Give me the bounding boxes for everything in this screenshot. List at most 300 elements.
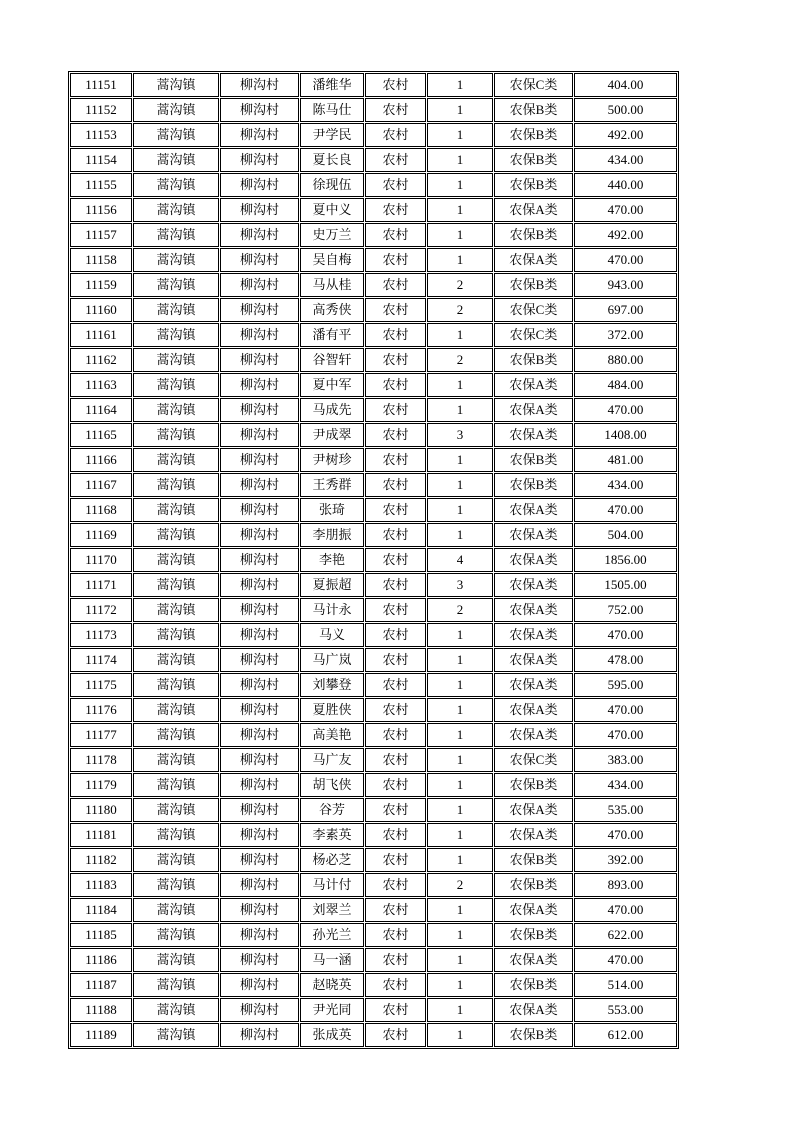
cell-person-count: 1 (427, 648, 493, 672)
cell-amount: 492.00 (574, 123, 677, 147)
cell-person-name: 陈马仕 (300, 98, 364, 122)
cell-residence-type: 农村 (365, 473, 426, 497)
cell-amount: 470.00 (574, 898, 677, 922)
cell-person-count: 1 (427, 248, 493, 272)
table-row (70, 373, 677, 397)
cell-person-name: 马计永 (300, 598, 364, 622)
cell-residence-type: 农村 (365, 223, 426, 247)
cell-person-count: 1 (427, 823, 493, 847)
cell-person-count: 1 (427, 498, 493, 522)
table-row (70, 498, 677, 522)
table-row (70, 773, 677, 797)
cell-residence-type: 农村 (365, 748, 426, 772)
table-row (70, 598, 677, 622)
cell-person-count: 1 (427, 173, 493, 197)
cell-insurance-category: 农保A类 (494, 423, 573, 447)
cell-person-name: 马义 (300, 623, 364, 647)
cell-insurance-category: 农保A类 (494, 898, 573, 922)
cell-residence-type: 农村 (365, 998, 426, 1022)
table-row (70, 873, 677, 897)
cell-person-count: 1 (427, 148, 493, 172)
table-row (70, 248, 677, 272)
cell-person-name: 马广友 (300, 748, 364, 772)
cell-person-count: 2 (427, 598, 493, 622)
cell-person-name: 李朋振 (300, 523, 364, 547)
cell-village: 柳沟村 (220, 498, 299, 522)
table-row (70, 748, 677, 772)
table-row (70, 898, 677, 922)
table-row (70, 348, 677, 372)
cell-insurance-category: 农保A类 (494, 648, 573, 672)
cell-village: 柳沟村 (220, 848, 299, 872)
cell-insurance-category: 农保B类 (494, 148, 573, 172)
cell-village: 柳沟村 (220, 598, 299, 622)
cell-insurance-category: 农保A类 (494, 548, 573, 572)
table-row (70, 998, 677, 1022)
cell-amount: 514.00 (574, 973, 677, 997)
cell-town: 蒿沟镇 (133, 323, 219, 347)
table-row (70, 923, 677, 947)
cell-record-id: 11172 (70, 598, 132, 622)
cell-village: 柳沟村 (220, 773, 299, 797)
cell-village: 柳沟村 (220, 798, 299, 822)
cell-person-name: 尹成翠 (300, 423, 364, 447)
cell-person-name: 高美艳 (300, 723, 364, 747)
cell-town: 蒿沟镇 (133, 523, 219, 547)
cell-residence-type: 农村 (365, 673, 426, 697)
cell-insurance-category: 农保A类 (494, 948, 573, 972)
cell-village: 柳沟村 (220, 548, 299, 572)
cell-insurance-category: 农保A类 (494, 398, 573, 422)
cell-person-count: 1 (427, 1023, 493, 1047)
cell-town: 蒿沟镇 (133, 573, 219, 597)
cell-insurance-category: 农保C类 (494, 73, 573, 97)
table-body (70, 73, 677, 1047)
cell-record-id: 11168 (70, 498, 132, 522)
cell-residence-type: 农村 (365, 698, 426, 722)
cell-town: 蒿沟镇 (133, 198, 219, 222)
cell-insurance-category: 农保A类 (494, 698, 573, 722)
table-row (70, 648, 677, 672)
cell-insurance-category: 农保A类 (494, 573, 573, 597)
cell-insurance-category: 农保B类 (494, 448, 573, 472)
table-row (70, 573, 677, 597)
cell-record-id: 11186 (70, 948, 132, 972)
cell-town: 蒿沟镇 (133, 648, 219, 672)
cell-amount: 392.00 (574, 848, 677, 872)
cell-record-id: 11157 (70, 223, 132, 247)
cell-town: 蒿沟镇 (133, 98, 219, 122)
cell-amount: 470.00 (574, 698, 677, 722)
cell-person-count: 2 (427, 273, 493, 297)
cell-record-id: 11188 (70, 998, 132, 1022)
cell-person-count: 1 (427, 948, 493, 972)
cell-residence-type: 农村 (365, 548, 426, 572)
cell-person-name: 李素英 (300, 823, 364, 847)
cell-town: 蒿沟镇 (133, 473, 219, 497)
table-row (70, 198, 677, 222)
cell-amount: 622.00 (574, 923, 677, 947)
cell-person-name: 张成英 (300, 1023, 364, 1047)
cell-person-name: 刘翠兰 (300, 898, 364, 922)
table-row (70, 173, 677, 197)
cell-town: 蒿沟镇 (133, 148, 219, 172)
cell-residence-type: 农村 (365, 173, 426, 197)
cell-person-count: 2 (427, 298, 493, 322)
cell-village: 柳沟村 (220, 523, 299, 547)
cell-person-name: 李艳 (300, 548, 364, 572)
cell-insurance-category: 农保B类 (494, 923, 573, 947)
cell-insurance-category: 农保B类 (494, 848, 573, 872)
cell-residence-type: 农村 (365, 623, 426, 647)
cell-residence-type: 农村 (365, 773, 426, 797)
cell-town: 蒿沟镇 (133, 1023, 219, 1047)
cell-town: 蒿沟镇 (133, 873, 219, 897)
cell-amount: 470.00 (574, 623, 677, 647)
cell-insurance-category: 农保A类 (494, 198, 573, 222)
cell-record-id: 11161 (70, 323, 132, 347)
cell-person-name: 夏振超 (300, 573, 364, 597)
cell-person-count: 1 (427, 773, 493, 797)
cell-insurance-category: 农保A类 (494, 823, 573, 847)
cell-town: 蒿沟镇 (133, 623, 219, 647)
table-row (70, 223, 677, 247)
cell-record-id: 11189 (70, 1023, 132, 1047)
cell-village: 柳沟村 (220, 898, 299, 922)
cell-insurance-category: 农保C类 (494, 748, 573, 772)
cell-residence-type: 农村 (365, 798, 426, 822)
cell-amount: 434.00 (574, 473, 677, 497)
cell-person-count: 1 (427, 998, 493, 1022)
table-row (70, 798, 677, 822)
cell-insurance-category: 农保A类 (494, 673, 573, 697)
cell-village: 柳沟村 (220, 648, 299, 672)
cell-town: 蒿沟镇 (133, 798, 219, 822)
cell-person-name: 史万兰 (300, 223, 364, 247)
table-row (70, 848, 677, 872)
cell-amount: 1856.00 (574, 548, 677, 572)
cell-person-count: 1 (427, 223, 493, 247)
cell-residence-type: 农村 (365, 448, 426, 472)
cell-amount: 470.00 (574, 398, 677, 422)
cell-amount: 434.00 (574, 148, 677, 172)
cell-record-id: 11184 (70, 898, 132, 922)
cell-record-id: 11155 (70, 173, 132, 197)
cell-record-id: 11167 (70, 473, 132, 497)
cell-amount: 434.00 (574, 773, 677, 797)
cell-record-id: 11154 (70, 148, 132, 172)
cell-record-id: 11159 (70, 273, 132, 297)
table-row (70, 298, 677, 322)
benefits-table (68, 71, 679, 1049)
cell-residence-type: 农村 (365, 348, 426, 372)
cell-residence-type: 农村 (365, 973, 426, 997)
cell-person-name: 徐现伍 (300, 173, 364, 197)
cell-insurance-category: 农保A类 (494, 498, 573, 522)
cell-town: 蒿沟镇 (133, 348, 219, 372)
cell-town: 蒿沟镇 (133, 748, 219, 772)
cell-amount: 612.00 (574, 1023, 677, 1047)
cell-record-id: 11152 (70, 98, 132, 122)
cell-record-id: 11156 (70, 198, 132, 222)
cell-town: 蒿沟镇 (133, 423, 219, 447)
cell-village: 柳沟村 (220, 698, 299, 722)
cell-town: 蒿沟镇 (133, 723, 219, 747)
cell-person-name: 马从桂 (300, 273, 364, 297)
cell-town: 蒿沟镇 (133, 498, 219, 522)
cell-person-name: 夏中义 (300, 198, 364, 222)
cell-insurance-category: 农保B类 (494, 223, 573, 247)
table-row (70, 723, 677, 747)
cell-amount: 470.00 (574, 498, 677, 522)
cell-residence-type: 农村 (365, 723, 426, 747)
cell-person-count: 1 (427, 323, 493, 347)
cell-person-count: 1 (427, 373, 493, 397)
table-row (70, 1023, 677, 1047)
cell-residence-type: 农村 (365, 648, 426, 672)
cell-person-count: 1 (427, 398, 493, 422)
cell-person-count: 2 (427, 348, 493, 372)
cell-town: 蒿沟镇 (133, 823, 219, 847)
cell-person-count: 1 (427, 923, 493, 947)
cell-person-count: 3 (427, 423, 493, 447)
cell-town: 蒿沟镇 (133, 923, 219, 947)
cell-amount: 383.00 (574, 748, 677, 772)
cell-village: 柳沟村 (220, 398, 299, 422)
cell-village: 柳沟村 (220, 423, 299, 447)
cell-record-id: 11166 (70, 448, 132, 472)
table-row (70, 823, 677, 847)
cell-insurance-category: 农保B类 (494, 1023, 573, 1047)
cell-village: 柳沟村 (220, 623, 299, 647)
cell-village: 柳沟村 (220, 223, 299, 247)
cell-insurance-category: 农保B类 (494, 973, 573, 997)
cell-record-id: 11175 (70, 673, 132, 697)
cell-person-count: 1 (427, 198, 493, 222)
cell-amount: 470.00 (574, 823, 677, 847)
cell-residence-type: 农村 (365, 1023, 426, 1047)
cell-amount: 481.00 (574, 448, 677, 472)
cell-person-name: 刘攀登 (300, 673, 364, 697)
table-row (70, 548, 677, 572)
cell-town: 蒿沟镇 (133, 848, 219, 872)
cell-village: 柳沟村 (220, 198, 299, 222)
cell-residence-type: 农村 (365, 898, 426, 922)
cell-insurance-category: 农保B类 (494, 98, 573, 122)
cell-village: 柳沟村 (220, 298, 299, 322)
cell-town: 蒿沟镇 (133, 673, 219, 697)
cell-record-id: 11187 (70, 973, 132, 997)
cell-residence-type: 农村 (365, 923, 426, 947)
cell-record-id: 11169 (70, 523, 132, 547)
cell-residence-type: 农村 (365, 148, 426, 172)
cell-person-name: 张琦 (300, 498, 364, 522)
cell-town: 蒿沟镇 (133, 273, 219, 297)
table-row (70, 123, 677, 147)
cell-town: 蒿沟镇 (133, 998, 219, 1022)
cell-insurance-category: 农保A类 (494, 523, 573, 547)
cell-residence-type: 农村 (365, 523, 426, 547)
cell-insurance-category: 农保A类 (494, 248, 573, 272)
cell-town: 蒿沟镇 (133, 948, 219, 972)
table-row (70, 323, 677, 347)
cell-town: 蒿沟镇 (133, 548, 219, 572)
cell-person-count: 1 (427, 73, 493, 97)
cell-person-name: 吴自梅 (300, 248, 364, 272)
cell-person-name: 夏长良 (300, 148, 364, 172)
cell-residence-type: 农村 (365, 398, 426, 422)
cell-village: 柳沟村 (220, 148, 299, 172)
cell-amount: 553.00 (574, 998, 677, 1022)
cell-person-count: 1 (427, 698, 493, 722)
cell-residence-type: 农村 (365, 73, 426, 97)
cell-residence-type: 农村 (365, 298, 426, 322)
cell-village: 柳沟村 (220, 748, 299, 772)
cell-insurance-category: 农保B类 (494, 773, 573, 797)
cell-person-count: 1 (427, 898, 493, 922)
cell-insurance-category: 农保B类 (494, 273, 573, 297)
cell-village: 柳沟村 (220, 173, 299, 197)
cell-person-count: 4 (427, 548, 493, 572)
cell-amount: 404.00 (574, 73, 677, 97)
cell-record-id: 11179 (70, 773, 132, 797)
cell-amount: 752.00 (574, 598, 677, 622)
table-row (70, 973, 677, 997)
cell-amount: 440.00 (574, 173, 677, 197)
cell-residence-type: 农村 (365, 323, 426, 347)
cell-insurance-category: 农保C类 (494, 298, 573, 322)
cell-person-count: 1 (427, 473, 493, 497)
cell-person-count: 1 (427, 448, 493, 472)
cell-insurance-category: 农保B类 (494, 348, 573, 372)
cell-town: 蒿沟镇 (133, 223, 219, 247)
cell-town: 蒿沟镇 (133, 598, 219, 622)
cell-record-id: 11153 (70, 123, 132, 147)
table-row (70, 473, 677, 497)
cell-residence-type: 农村 (365, 873, 426, 897)
cell-person-count: 1 (427, 123, 493, 147)
cell-town: 蒿沟镇 (133, 773, 219, 797)
cell-amount: 470.00 (574, 248, 677, 272)
cell-town: 蒿沟镇 (133, 698, 219, 722)
cell-amount: 470.00 (574, 723, 677, 747)
cell-record-id: 11176 (70, 698, 132, 722)
cell-insurance-category: 农保C类 (494, 323, 573, 347)
cell-person-name: 马计付 (300, 873, 364, 897)
cell-amount: 500.00 (574, 98, 677, 122)
cell-village: 柳沟村 (220, 123, 299, 147)
cell-person-name: 孙光兰 (300, 923, 364, 947)
cell-record-id: 11160 (70, 298, 132, 322)
cell-amount: 470.00 (574, 948, 677, 972)
cell-record-id: 11177 (70, 723, 132, 747)
table-row (70, 623, 677, 647)
cell-village: 柳沟村 (220, 473, 299, 497)
cell-amount: 595.00 (574, 673, 677, 697)
cell-town: 蒿沟镇 (133, 123, 219, 147)
cell-person-name: 尹学民 (300, 123, 364, 147)
table-row (70, 148, 677, 172)
cell-village: 柳沟村 (220, 948, 299, 972)
cell-insurance-category: 农保A类 (494, 723, 573, 747)
cell-village: 柳沟村 (220, 73, 299, 97)
cell-amount: 893.00 (574, 873, 677, 897)
cell-village: 柳沟村 (220, 998, 299, 1022)
cell-record-id: 11163 (70, 373, 132, 397)
cell-person-name: 夏中军 (300, 373, 364, 397)
cell-amount: 1505.00 (574, 573, 677, 597)
cell-town: 蒿沟镇 (133, 248, 219, 272)
cell-amount: 535.00 (574, 798, 677, 822)
cell-residence-type: 农村 (365, 273, 426, 297)
cell-village: 柳沟村 (220, 573, 299, 597)
cell-person-name: 马成先 (300, 398, 364, 422)
cell-residence-type: 农村 (365, 98, 426, 122)
cell-person-count: 1 (427, 973, 493, 997)
cell-person-name: 高秀侠 (300, 298, 364, 322)
cell-village: 柳沟村 (220, 873, 299, 897)
cell-village: 柳沟村 (220, 823, 299, 847)
cell-insurance-category: 农保B类 (494, 873, 573, 897)
cell-residence-type: 农村 (365, 948, 426, 972)
cell-village: 柳沟村 (220, 348, 299, 372)
cell-residence-type: 农村 (365, 598, 426, 622)
cell-town: 蒿沟镇 (133, 373, 219, 397)
cell-person-count: 1 (427, 748, 493, 772)
cell-record-id: 11180 (70, 798, 132, 822)
cell-person-count: 1 (427, 673, 493, 697)
table-row (70, 698, 677, 722)
cell-residence-type: 农村 (365, 123, 426, 147)
cell-record-id: 11185 (70, 923, 132, 947)
table-row (70, 98, 677, 122)
cell-village: 柳沟村 (220, 323, 299, 347)
cell-record-id: 11174 (70, 648, 132, 672)
cell-person-name: 谷智轩 (300, 348, 364, 372)
cell-insurance-category: 农保B类 (494, 473, 573, 497)
cell-person-count: 1 (427, 623, 493, 647)
cell-residence-type: 农村 (365, 248, 426, 272)
cell-record-id: 11181 (70, 823, 132, 847)
cell-record-id: 11164 (70, 398, 132, 422)
cell-person-name: 尹光同 (300, 998, 364, 1022)
cell-person-name: 谷芳 (300, 798, 364, 822)
cell-village: 柳沟村 (220, 248, 299, 272)
cell-town: 蒿沟镇 (133, 298, 219, 322)
cell-person-count: 1 (427, 98, 493, 122)
cell-amount: 470.00 (574, 198, 677, 222)
cell-town: 蒿沟镇 (133, 398, 219, 422)
cell-person-count: 3 (427, 573, 493, 597)
table-row (70, 73, 677, 97)
cell-residence-type: 农村 (365, 573, 426, 597)
cell-village: 柳沟村 (220, 448, 299, 472)
cell-village: 柳沟村 (220, 273, 299, 297)
cell-person-count: 1 (427, 798, 493, 822)
cell-village: 柳沟村 (220, 1023, 299, 1047)
cell-record-id: 11151 (70, 73, 132, 97)
table-row (70, 398, 677, 422)
cell-record-id: 11182 (70, 848, 132, 872)
cell-insurance-category: 农保A类 (494, 623, 573, 647)
cell-record-id: 11183 (70, 873, 132, 897)
cell-village: 柳沟村 (220, 673, 299, 697)
cell-village: 柳沟村 (220, 923, 299, 947)
table-row (70, 273, 677, 297)
cell-insurance-category: 农保A类 (494, 373, 573, 397)
cell-amount: 372.00 (574, 323, 677, 347)
cell-insurance-category: 农保A类 (494, 798, 573, 822)
